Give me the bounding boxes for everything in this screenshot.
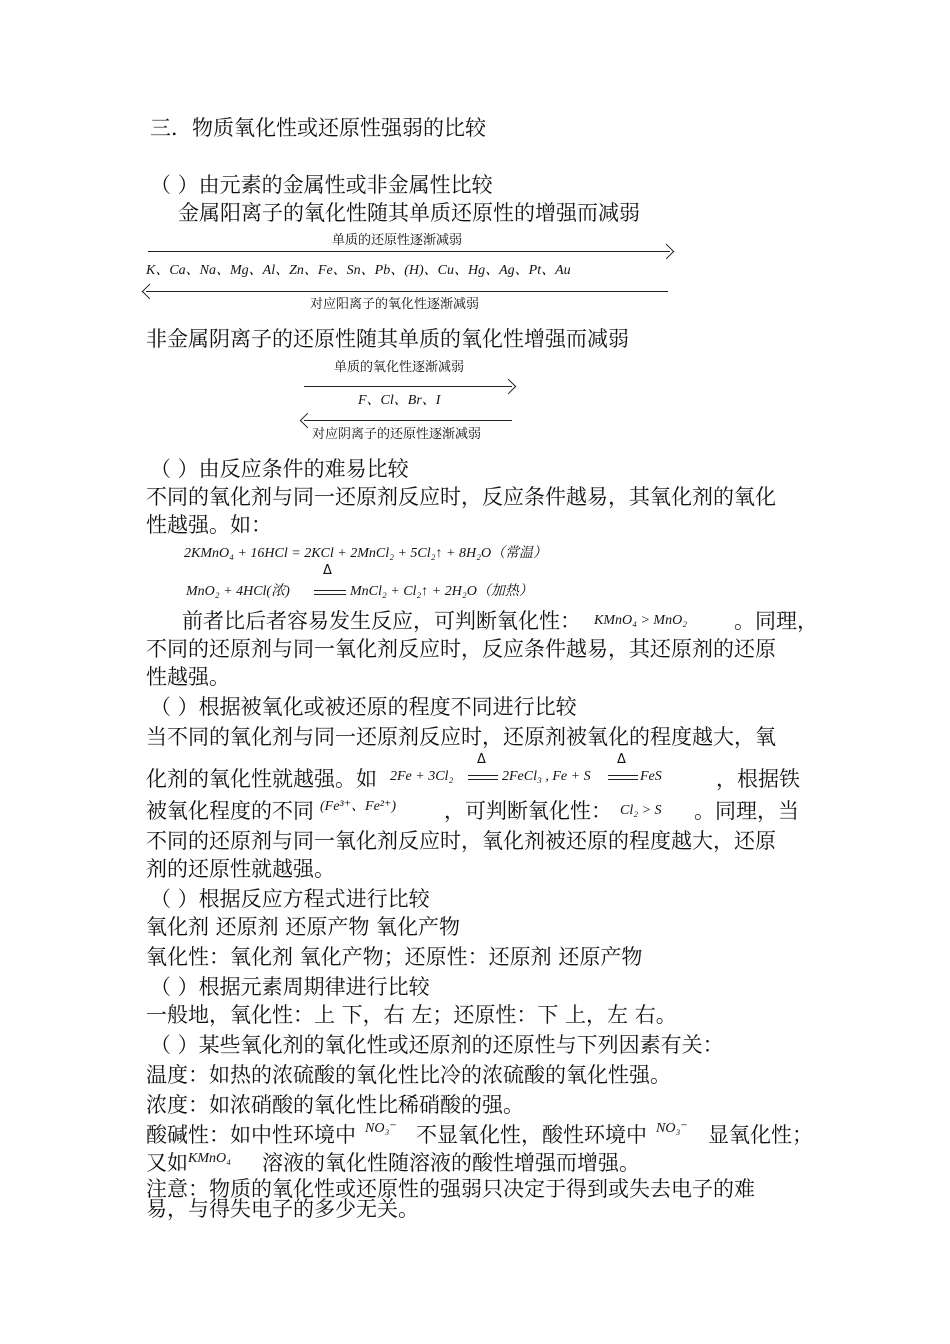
nonmetal-series: F、Cl、Br、I <box>358 393 441 408</box>
left-arrow-icon <box>304 420 512 421</box>
formula-no3: NO₃⁻ <box>365 1121 397 1136</box>
paragraph-text: ，可判断氧化性： <box>444 799 612 823</box>
paragraph-text: 被氧化程度的不同 <box>146 799 314 823</box>
paragraph-text: 显氧化性； <box>708 1123 813 1147</box>
nonmetal-top-label: 单质的氧化性逐渐减弱 <box>334 360 465 375</box>
paragraph-text: 。同理， <box>734 609 818 633</box>
equation-fes: FeS <box>640 769 662 784</box>
paragraph-text: 当不同的氧化剂与同一还原剂反应时，还原剂被氧化的程度越大，氧 <box>146 725 776 749</box>
metal-bottom-label: 对应阳离子的氧化性逐渐减弱 <box>310 297 480 312</box>
paragraph-text: 不同的还原剂与同一氧化剂反应时，氧化剂被还原的程度越大，还原 <box>146 829 776 853</box>
equation-mno2-right: MnCl₂ + Cl₂↑ + 2H₂O（加热） <box>350 584 533 599</box>
heat-delta-icon: Δ <box>477 752 486 767</box>
page-title: 三．物质氧化性或还原性强弱的比较 <box>150 116 486 140</box>
paragraph-text: 溶液的氧化性随溶液的酸性增强而增强。 <box>262 1151 640 1175</box>
section-heading-3: （ ）根据被氧化或被还原的程度不同进行比较 <box>150 695 577 719</box>
paragraph-text: 。同理，当 <box>694 799 799 823</box>
equation-kmno4-hcl: 2KMnO₄ + 16HCl = 2KCl + 2MnCl₂ + 5Cl₂↑ + 8H₂O（常温） <box>184 546 548 561</box>
paragraph-text: ，根据铁 <box>716 767 800 791</box>
right-arrow-icon <box>304 386 512 387</box>
right-arrow-icon <box>148 251 670 252</box>
section-heading-2: （ ）由反应条件的难易比较 <box>150 457 409 481</box>
formula-no3: NO₃⁻ <box>656 1121 688 1136</box>
paragraph-text: 性越强。如： <box>146 513 272 537</box>
formula-fe-ions: (Fe³⁺、Fe²⁺) <box>320 799 397 814</box>
equation-mno2-left: MnO₂ + 4HCl(浓) <box>186 584 290 599</box>
paragraph-text: 氧化性：氧化剂 氧化产物；还原性：还原剂 还原产物 <box>146 945 643 969</box>
paragraph-text: 不同的氧化剂与同一还原剂反应时，反应条件越易，其氧化剂的氧化 <box>146 485 776 509</box>
equation-fe-s: 2FeCl₃ , Fe + S <box>502 769 591 784</box>
section-heading-6: （ ）某些氧化剂的氧化性或还原剂的还原性与下列因素有关： <box>150 1033 724 1057</box>
metal-rule-text: 金属阳离子的氧化性随其单质还原性的增强而减弱 <box>178 201 640 225</box>
nonmetal-rule-text: 非金属阴离子的还原性随其单质的氧化性增强而减弱 <box>146 327 629 351</box>
equals-sign <box>608 775 638 780</box>
paragraph-text: 不显氧化性，酸性环境中 <box>416 1123 647 1147</box>
formula-kmno4: KMnO₄ <box>188 1151 231 1166</box>
metal-top-label: 单质的还原性逐渐减弱 <box>332 233 463 248</box>
nonmetal-bottom-label: 对应阴离子的还原性逐渐减弱 <box>312 427 482 442</box>
paragraph-text: 不同的还原剂与同一氧化剂反应时，反应条件越易，其还原剂的还原 <box>146 637 776 661</box>
note-text: 易，与得失电子的多少无关。 <box>146 1197 419 1221</box>
section-heading-5: （ ）根据元素周期律进行比较 <box>150 975 430 999</box>
equals-sign <box>468 775 498 780</box>
paragraph-text: 一般地，氧化性：上 下，右 左；还原性：下 上，左 右。 <box>146 1003 677 1027</box>
heat-delta-icon: Δ <box>323 563 332 578</box>
paragraph-text: 又如 <box>146 1151 188 1175</box>
formula-kmno4-gt-mno2: KMnO₄ > MnO₂ <box>594 613 688 628</box>
paragraph-text: 化剂的氧化性就越强。如 <box>146 767 377 791</box>
paragraph-text: 浓度：如浓硝酸的氧化性比稀硝酸的强。 <box>146 1093 524 1117</box>
paragraph-text: 温度：如热的浓硫酸的氧化性比冷的浓硫酸的氧化性强。 <box>146 1063 671 1087</box>
section-heading-4: （ ）根据反应方程式进行比较 <box>150 887 430 911</box>
paragraph-text: 酸碱性：如中性环境中 <box>146 1123 356 1147</box>
paragraph-text: 性越强。 <box>146 665 230 689</box>
paragraph-text: 前者比后者容易发生反应，可判断氧化性： <box>182 609 581 633</box>
left-arrow-icon <box>146 291 668 292</box>
paragraph-text: 剂的还原性就越强。 <box>146 857 335 881</box>
formula-cl2-gt-s: Cl₂ > S <box>620 803 662 818</box>
paragraph-text: 氧化剂 还原剂 还原产物 氧化产物 <box>146 915 461 939</box>
heat-delta-icon: Δ <box>617 752 626 767</box>
equation-fe-cl2: 2Fe + 3Cl₂ <box>390 769 454 784</box>
section-heading-1: （ ）由元素的金属性或非金属性比较 <box>150 173 493 197</box>
note-text: 注意：物质的氧化性或还原性的强弱只决定于得到或失去电子的难 <box>146 1177 755 1201</box>
metal-activity-series: K、Ca、Na、Mg、Al、Zn、Fe、Sn、Pb、(H)、Cu、Hg、Ag、Pt、Au <box>146 263 571 278</box>
equals-sign <box>314 590 346 595</box>
